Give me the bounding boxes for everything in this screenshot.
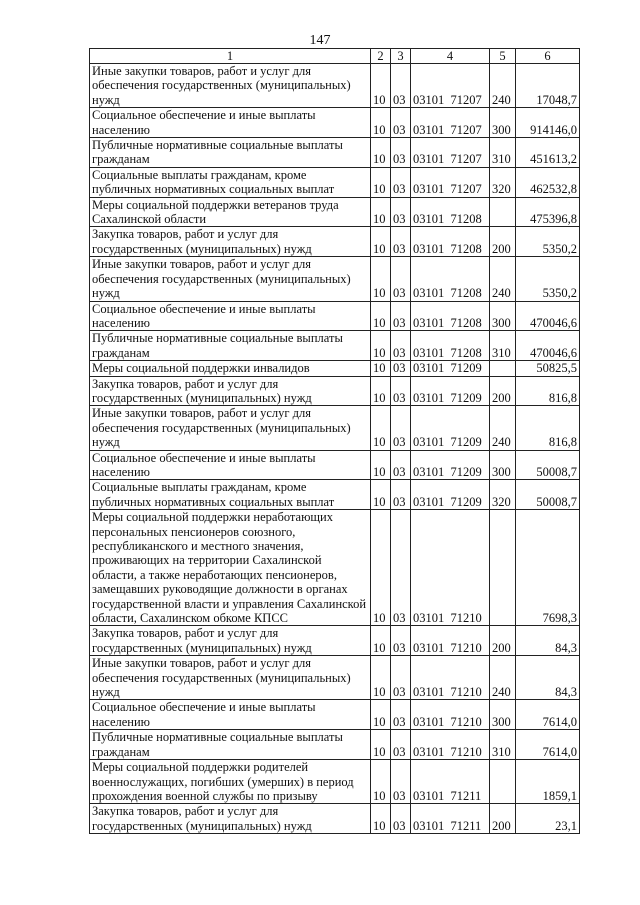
amount: 470046,6 [516,331,580,361]
section-code: 10 [371,227,391,257]
table-row [90,480,580,510]
amount: 84,3 [516,626,580,656]
table-row [90,108,580,138]
budget-table [89,48,580,834]
row-name: Меры социальной поддержки инвалидов [90,361,371,376]
target-article-code: 03101 71208 [411,331,490,361]
row-name: Иные закупки товаров, работ и услуг для обеспечения государственных (муниципальных) нужд [90,656,371,700]
table-row [90,197,580,227]
amount: 1859,1 [516,760,580,804]
section-code: 10 [371,301,391,331]
col-header-6: 6 [516,49,580,64]
expense-type-code [490,361,516,376]
subsection-code: 03 [391,760,411,804]
expense-type-code: 240 [490,406,516,450]
target-article-code: 03101 71210 [411,510,490,626]
subsection-code: 03 [391,227,411,257]
row-name: Закупка товаров, работ и услуг для государственных (муниципальных) нужд [90,376,371,406]
subsection-code: 03 [391,108,411,138]
target-article-code: 03101 71210 [411,730,490,760]
section-code: 10 [371,656,391,700]
table-row [90,138,580,168]
amount: 451613,2 [516,138,580,168]
section-code: 10 [371,331,391,361]
subsection-code: 03 [391,197,411,227]
amount: 5350,2 [516,227,580,257]
expense-type-code: 310 [490,730,516,760]
amount: 914146,0 [516,108,580,138]
amount: 50008,7 [516,480,580,510]
expense-type-code: 300 [490,108,516,138]
section-code: 10 [371,138,391,168]
table-row [90,167,580,197]
row-name: Меры социальной поддержки родителей военнослужащих, погибших (умерших) в период прохождения военной службы по призыву [90,760,371,804]
target-article-code: 03101 71209 [411,480,490,510]
table-row [90,450,580,480]
expense-type-code: 200 [490,376,516,406]
col-header-4: 4 [411,49,490,64]
target-article-code: 03101 71211 [411,804,490,834]
amount: 7698,3 [516,510,580,626]
row-name: Социальное обеспечение и иные выплаты населению [90,450,371,480]
table-row [90,760,580,804]
target-article-code: 03101 71209 [411,450,490,480]
row-name: Социальное обеспечение и иные выплаты населению [90,301,371,331]
expense-type-code: 320 [490,480,516,510]
expense-type-code: 240 [490,257,516,301]
amount: 50825,5 [516,361,580,376]
table-row [90,376,580,406]
amount: 470046,6 [516,301,580,331]
amount: 5350,2 [516,257,580,301]
target-article-code: 03101 71207 [411,64,490,108]
expense-type-code: 320 [490,167,516,197]
expense-type-code: 200 [490,804,516,834]
col-header-3: 3 [391,49,411,64]
section-code: 10 [371,257,391,301]
expense-type-code [490,197,516,227]
expense-type-code: 300 [490,301,516,331]
subsection-code: 03 [391,376,411,406]
amount: 475396,8 [516,197,580,227]
row-name: Закупка товаров, работ и услуг для государственных (муниципальных) нужд [90,804,371,834]
target-article-code: 03101 71211 [411,760,490,804]
amount: 23,1 [516,804,580,834]
col-header-1: 1 [90,49,371,64]
target-article-code: 03101 71208 [411,197,490,227]
target-article-code: 03101 71210 [411,656,490,700]
target-article-code: 03101 71210 [411,626,490,656]
row-name: Иные закупки товаров, работ и услуг для обеспечения государственных (муниципальных) нужд [90,64,371,108]
table-row [90,406,580,450]
col-header-5: 5 [490,49,516,64]
amount: 50008,7 [516,450,580,480]
target-article-code: 03101 71208 [411,257,490,301]
amount: 17048,7 [516,64,580,108]
subsection-code: 03 [391,331,411,361]
target-article-code: 03101 71209 [411,406,490,450]
amount: 816,8 [516,406,580,450]
section-code: 10 [371,700,391,730]
row-name: Закупка товаров, работ и услуг для государственных (муниципальных) нужд [90,626,371,656]
target-article-code: 03101 71208 [411,301,490,331]
target-article-code: 03101 71209 [411,361,490,376]
table-row [90,331,580,361]
expense-type-code: 310 [490,138,516,168]
subsection-code: 03 [391,510,411,626]
header-row [90,49,580,64]
table-row [90,64,580,108]
subsection-code: 03 [391,730,411,760]
page-number: 147 [309,33,331,48]
row-name: Публичные нормативные социальные выплаты гражданам [90,138,371,168]
amount: 7614,0 [516,700,580,730]
section-code: 10 [371,167,391,197]
table-row [90,730,580,760]
expense-type-code: 240 [490,64,516,108]
table-row [90,361,580,376]
amount: 462532,8 [516,167,580,197]
subsection-code: 03 [391,167,411,197]
section-code: 10 [371,197,391,227]
expense-type-code: 240 [490,656,516,700]
col-header-2: 2 [371,49,391,64]
section-code: 10 [371,406,391,450]
section-code: 10 [371,64,391,108]
table-row [90,257,580,301]
subsection-code: 03 [391,138,411,168]
table-row [90,626,580,656]
subsection-code: 03 [391,804,411,834]
subsection-code: 03 [391,450,411,480]
expense-type-code: 200 [490,626,516,656]
expense-type-code [490,760,516,804]
expense-type-code: 300 [490,700,516,730]
amount: 7614,0 [516,730,580,760]
subsection-code: 03 [391,480,411,510]
expense-type-code: 310 [490,331,516,361]
target-article-code: 03101 71210 [411,700,490,730]
row-name: Социальное обеспечение и иные выплаты населению [90,108,371,138]
target-article-code: 03101 71207 [411,167,490,197]
table-row [90,227,580,257]
target-article-code: 03101 71208 [411,227,490,257]
section-code: 10 [371,376,391,406]
row-name: Меры социальной поддержки неработающих персональных пенсионеров союзного, республиканского и местного значения, проживающих на территории Сахалинской области, а также неработающих пенсионеров, замещавших руководящие должности в органах государственной власти и управления Сахалинской области, Сахалинском обкоме КПСС [90,510,371,626]
subsection-code: 03 [391,361,411,376]
subsection-code: 03 [391,406,411,450]
section-code: 10 [371,730,391,760]
target-article-code: 03101 71207 [411,138,490,168]
subsection-code: 03 [391,626,411,656]
amount: 816,8 [516,376,580,406]
subsection-code: 03 [391,301,411,331]
row-name: Меры социальной поддержки ветеранов труда Сахалинской области [90,197,371,227]
row-name: Социальные выплаты гражданам, кроме публичных нормативных социальных выплат [90,480,371,510]
table-row [90,301,580,331]
table-row [90,656,580,700]
expense-type-code [490,510,516,626]
row-name: Социальное обеспечение и иные выплаты населению [90,700,371,730]
table-row [90,804,580,834]
target-article-code: 03101 71209 [411,376,490,406]
section-code: 10 [371,804,391,834]
expense-type-code: 200 [490,227,516,257]
section-code: 10 [371,760,391,804]
row-name: Закупка товаров, работ и услуг для государственных (муниципальных) нужд [90,227,371,257]
subsection-code: 03 [391,257,411,301]
row-name: Публичные нормативные социальные выплаты гражданам [90,730,371,760]
table-row [90,700,580,730]
section-code: 10 [371,626,391,656]
section-code: 10 [371,450,391,480]
row-name: Иные закупки товаров, работ и услуг для обеспечения государственных (муниципальных) нужд [90,257,371,301]
row-name: Публичные нормативные социальные выплаты гражданам [90,331,371,361]
row-name: Социальные выплаты гражданам, кроме публичных нормативных социальных выплат [90,167,371,197]
table-row [90,510,580,626]
subsection-code: 03 [391,656,411,700]
expense-type-code: 300 [490,450,516,480]
row-name: Иные закупки товаров, работ и услуг для обеспечения государственных (муниципальных) нужд [90,406,371,450]
target-article-code: 03101 71207 [411,108,490,138]
section-code: 10 [371,361,391,376]
subsection-code: 03 [391,64,411,108]
subsection-code: 03 [391,700,411,730]
section-code: 10 [371,510,391,626]
section-code: 10 [371,108,391,138]
section-code: 10 [371,480,391,510]
amount: 84,3 [516,656,580,700]
